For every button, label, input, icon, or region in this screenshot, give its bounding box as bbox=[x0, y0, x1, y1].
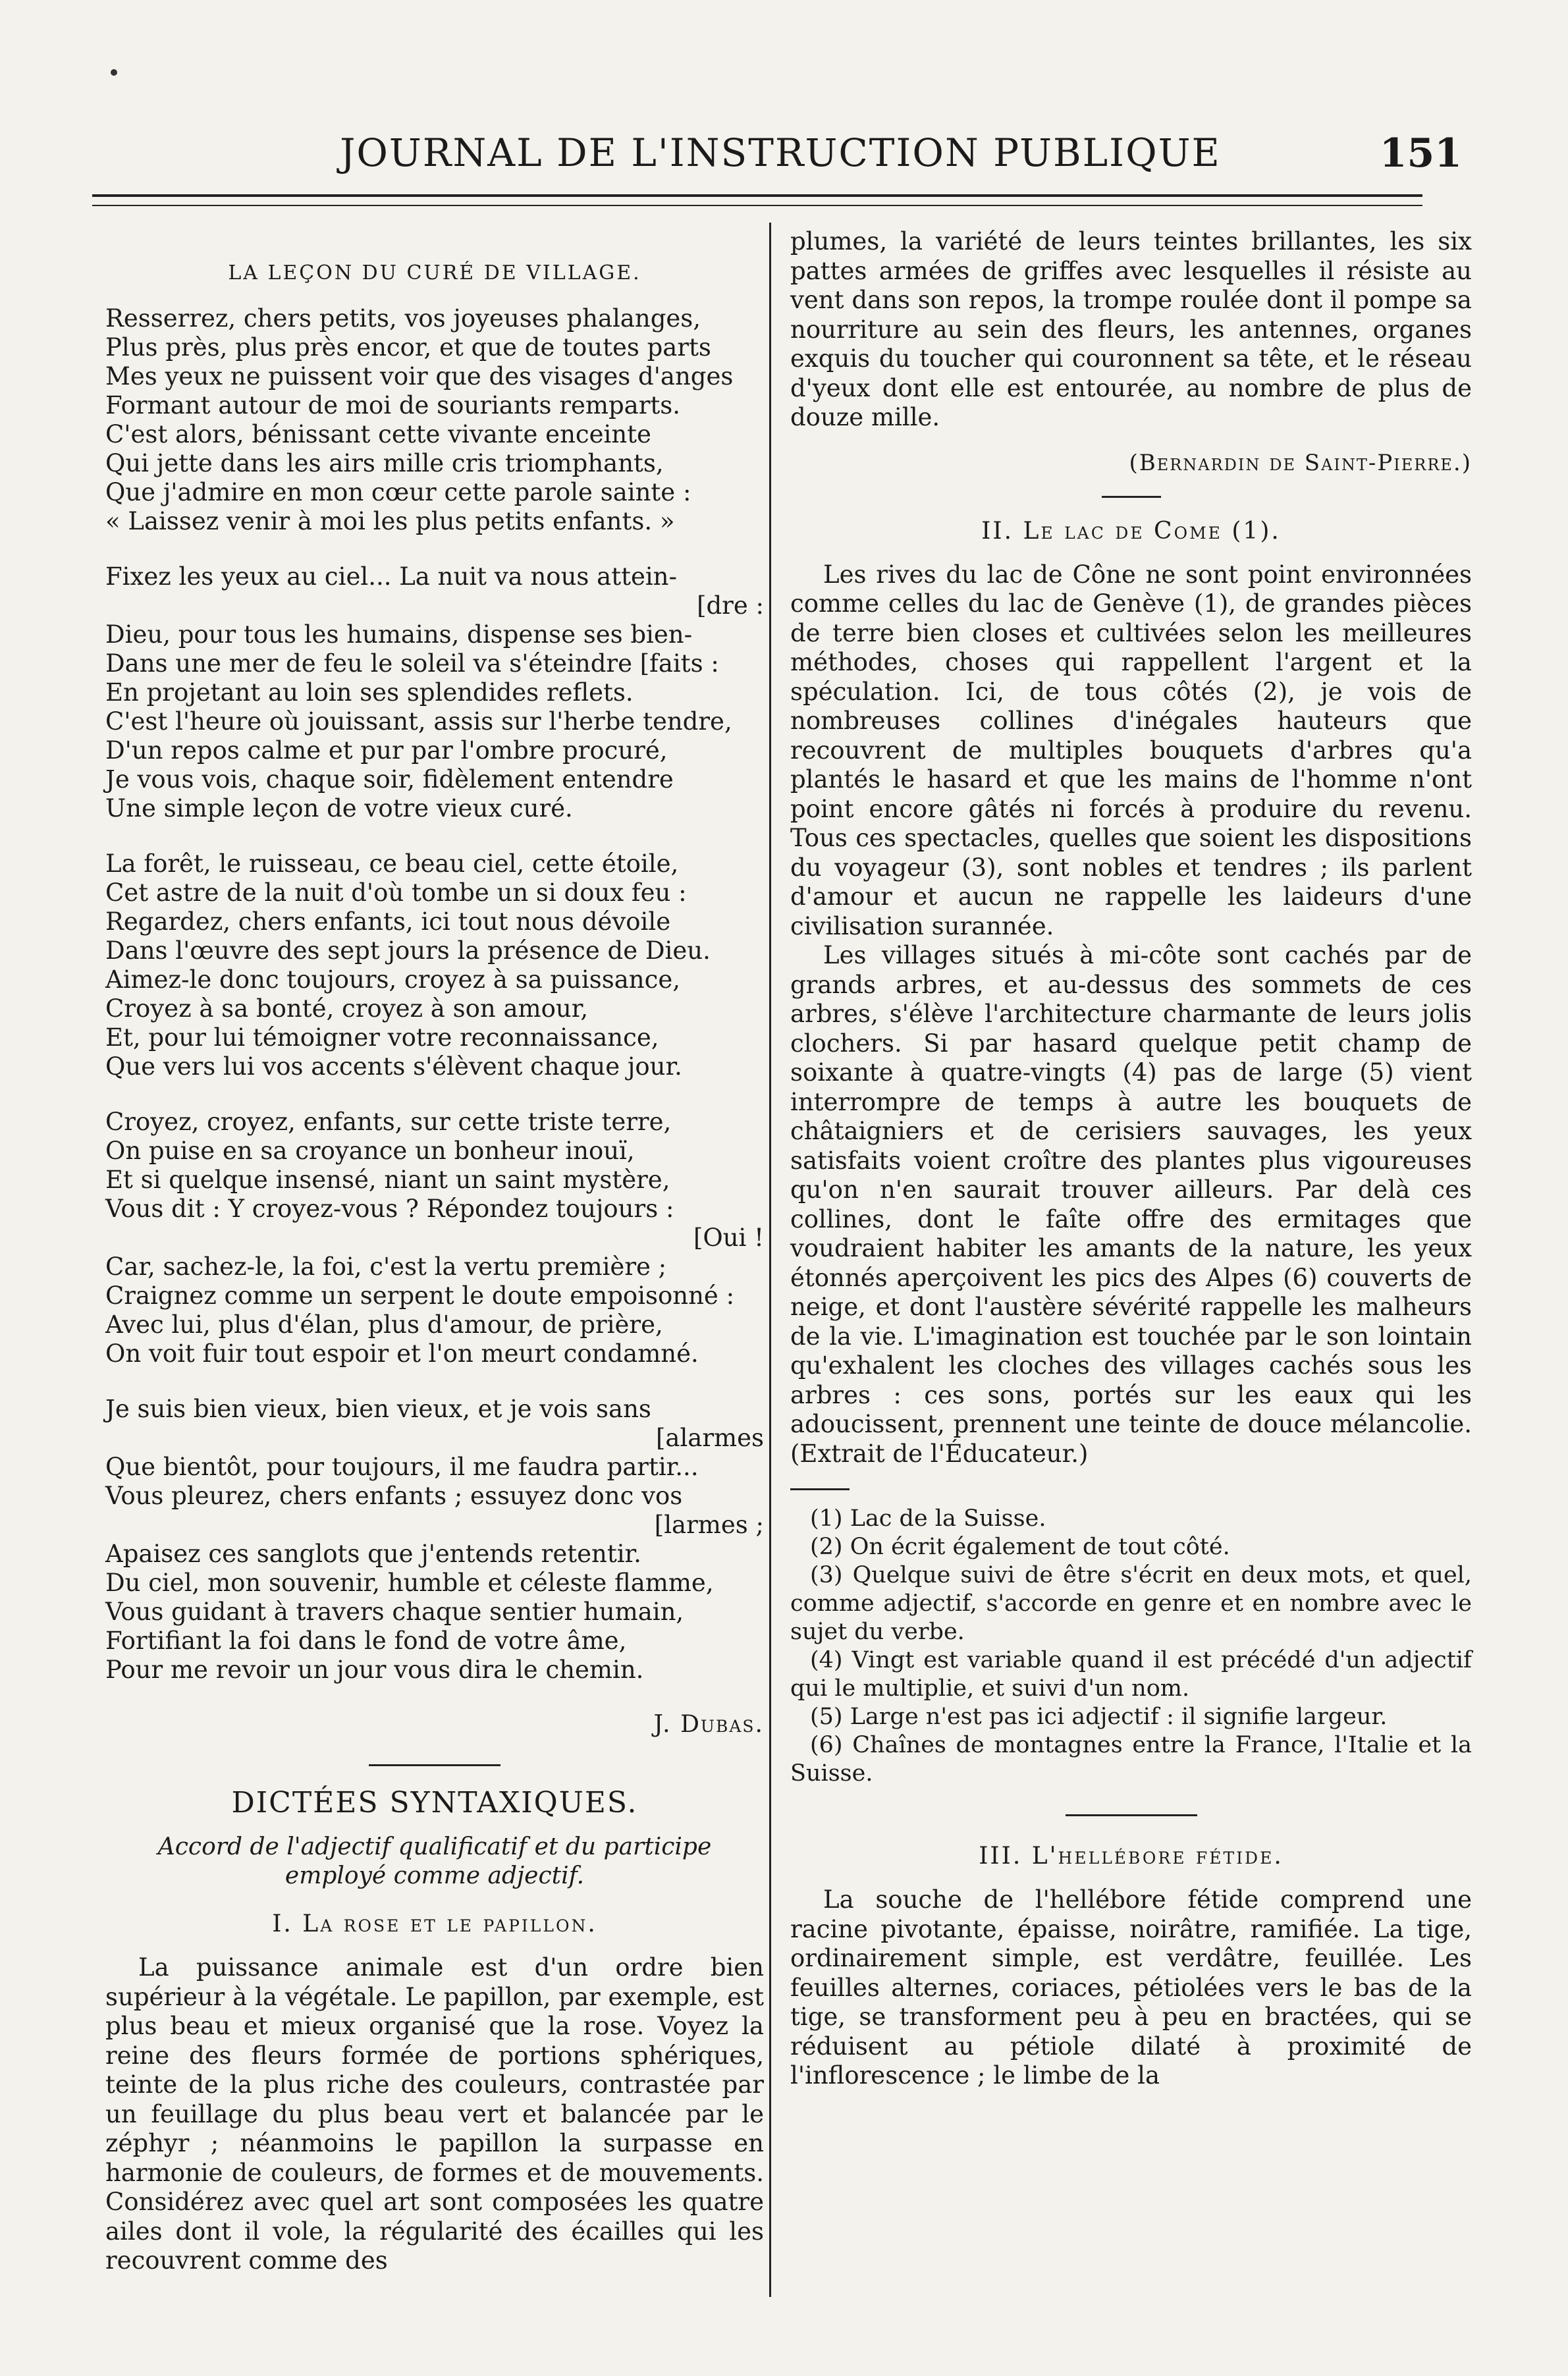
left-column bbox=[105, 227, 764, 2276]
poem-line: Apaisez ces sanglots que j'entends retentir. bbox=[105, 1540, 641, 1568]
poem-line: Car, sachez-le, la foi, c'est la vertu première ; bbox=[105, 1253, 667, 1281]
poem-line: C'est l'heure où jouissant, assis sur l'herbe tendre, bbox=[105, 707, 732, 736]
poem-line: Une simple leçon de votre vieux curé. bbox=[105, 794, 573, 823]
poem-line: Formant autour de moi de souriants remparts. bbox=[105, 391, 681, 419]
column-divider bbox=[769, 223, 771, 2297]
poem-stanza bbox=[105, 1108, 764, 1368]
poem-line: [alarmes bbox=[655, 1424, 764, 1452]
poem-line: Vous dit : Y croyez-vous ? Répondez toujours : bbox=[105, 1195, 674, 1223]
poem-line: Mes yeux ne puissent voir que des visages d'anges bbox=[105, 362, 734, 391]
poem-stanza bbox=[105, 562, 764, 823]
continued-text: plumes, la variété de leurs teintes brillantes, les six pattes armées de griffes avec lesquelles il résiste au vent dans son repos, la trompe roulée dont il pompe sa nourriture au sein des fleurs, les antennes, organes exquis du toucher qui couronnent sa tête, et le réseau d'yeux dont elle est entourée, au nombre de plus de douze mille. bbox=[790, 227, 1472, 431]
poem-line: C'est alors, bénissant cette vivante enceinte bbox=[105, 420, 651, 448]
poem-line: On voit fuir tout espoir et l'on meurt condamné. bbox=[105, 1339, 699, 1368]
footnote-item: (2) On écrit également de tout côté. bbox=[810, 1534, 1230, 1560]
section-separator bbox=[1066, 1814, 1197, 1816]
footnote-rule bbox=[790, 1488, 850, 1490]
part3-title: III. L'hellébore fétide. bbox=[979, 1843, 1284, 1870]
poem-line: Avec lui, plus d'élan, plus d'amour, de prière, bbox=[105, 1310, 663, 1339]
poem-line: Qui jette dans les airs mille cris triomphants, bbox=[105, 449, 664, 477]
part2-title: II. Le lac de Come (1). bbox=[981, 517, 1281, 545]
poem-line: Craignez comme un serpent le doute empoisonné : bbox=[105, 1282, 735, 1310]
part2-paragraph-1: Les rives du lac de Cône ne sont point environnées comme celles du lac de Genève (1), de grandes pièces de terre bien closes et cultivées selon les meilleures méthodes, choses qui rappellent l'argent et la spéculation. Ici, de tous côtés (2), je vois de nombreuses collines d'inégales hauteurs que recouvrent de multiples bouquets d'arbres qu'a plantés le hasard et que les mains de l'homme n'ont point encore gâtés ni forcés à produire du revenu. Tous ces spectacles, quelles que soient les dispositions du voyageur (3), sont nobles et tendres ; ils parlent d'amour et aucun ne rappelle les laideurs d'une civilisation surannée. bbox=[790, 560, 1472, 940]
section-separator bbox=[1102, 496, 1161, 498]
poem-line: Que j'admire en mon cœur cette parole sainte : bbox=[105, 478, 691, 506]
header-rule-thick bbox=[92, 194, 1422, 197]
part1-title: I. La rose et le papillon. bbox=[272, 1910, 597, 1937]
poem-line: Dans une mer de feu le soleil va s'éteindre [faits : bbox=[105, 649, 719, 678]
poem-line: Fixez les yeux au ciel... La nuit va nous attein- bbox=[105, 562, 678, 591]
part3-text: La souche de l'hellébore fétide comprend une racine pivotante, épaisse, noirâtre, ramifiée. La tige, ordinairement simple, est verdâtre, feuillée. Les feuilles alternes, coriaces, pétiolées vers le bas de la tige, se transforment peu à peu en bractées, qui se réduisent au pétiole dilaté à proximité de l'inflorescence ; le limbe de la bbox=[790, 1885, 1472, 2090]
poem-stanza bbox=[105, 1395, 764, 1685]
footnote-item: (1) Lac de la Suisse. bbox=[810, 1505, 1046, 1532]
right-column bbox=[790, 227, 1472, 2091]
dictees-subtitle bbox=[105, 1833, 764, 1891]
poem-line: Cet astre de la nuit d'où tombe un si doux feu : bbox=[105, 878, 687, 907]
attribution-bernardin: (Bernardin de Saint-Pierre.) bbox=[1129, 449, 1472, 476]
page-header bbox=[92, 119, 1469, 184]
page-number: 151 bbox=[1379, 130, 1462, 176]
footnotes bbox=[790, 1488, 1472, 1788]
poem-line: Croyez à sa bonté, croyez à son amour, bbox=[105, 994, 589, 1023]
dictees-subtitle-line2: employé comme adjectif. bbox=[284, 1862, 585, 1889]
footnote-item: (4) Vingt est variable quand il est précédé d'un adjectif qui le multiplie, et suivi d'un nom. bbox=[790, 1647, 1472, 1702]
poem-line: Dieu, pour tous les humains, dispense ses bien- bbox=[105, 620, 693, 649]
poem-line: [larmes ; bbox=[654, 1511, 764, 1539]
poem-stanza bbox=[105, 304, 764, 536]
part1-text: La puissance animale est d'un ordre bien supérieur à la végétale. Le papillon, par exemple, est plus beau et mieux organisé que la rose. Voyez la reine des fleurs formée de portions sphériques, teinte de la plus riche des couleurs, contrastée par un feuillage du plus beau vert et balancée par le zéphyr ; néanmoins le papillon la surpasse en harmonie de couleurs, de formes et de mouvements. Considérez avec quel art sont composées les quatre ailes dont il vole, la régularité des écailles qui les recouvrent comme des bbox=[105, 1953, 764, 2275]
poem-body bbox=[105, 304, 764, 1685]
part2-paragraph-2: Les villages situés à mi-côte sont cachés par de grands arbres, et au-dessus des sommets de ces arbres, s'élève l'architecture charmante de leurs jolis clochers. Si par hasard quelque petit champ de soixante à quatre-vingts (4) pas de large (5) vient interrompre de temps à autre les bouquets de châtaigniers et de cerisiers sauvages, les yeux satisfaits voient croître des plantes plus vigoureuses qu'on n'en saurait trouver ailleurs. Par delà ces collines, dont le faîte offre des ermitages que voudraient habiter les amants de la nature, les yeux étonnés aperçoivent les pics des Alpes (6) couverts de neige, et dont l'austère sévérité rappelle les malheurs de la vie. L'imagination est touchée par le son lointain qu'exhalent les cloches des villages cachés sous les arbres : ces sons, portés sur les eaux qui les adoucissent, prennent une teinte de douce mélancolie. (Extrait de l'Éducateur.) bbox=[790, 941, 1472, 1468]
poem-line: Fortifiant la foi dans le fond de votre âme, bbox=[105, 1627, 627, 1655]
poem-line: Dans l'œuvre des sept jours la présence de Dieu. bbox=[105, 936, 711, 965]
poem-line: On puise en sa croyance un bonheur inouï, bbox=[105, 1137, 635, 1165]
poem-line: Vous guidant à travers chaque sentier humain, bbox=[105, 1598, 684, 1626]
poem-line: Resserrez, chers petits, vos joyeuses phalanges, bbox=[105, 304, 701, 333]
poem-line: D'un repos calme et pur par l'ombre procuré, bbox=[105, 736, 668, 765]
dictees-title: DICTÉES SYNTAXIQUES. bbox=[231, 1786, 638, 1820]
poem-line: Et si quelque insensé, niant un saint mystère, bbox=[105, 1166, 670, 1194]
poem-line: Et, pour lui témoigner votre reconnaissance, bbox=[105, 1023, 659, 1052]
poem-line: Croyez, croyez, enfants, sur cette triste terre, bbox=[105, 1108, 672, 1136]
footnote-item: (3) Quelque suivi de être s'écrit en deux mots, et quel, comme adjectif, s'accorde en genre et en nombre avec le sujet du verbe. bbox=[790, 1562, 1472, 1645]
poem-line: Que bientôt, pour toujours, il me faudra partir... bbox=[105, 1453, 699, 1481]
poem-line: Aimez-le donc toujours, croyez à sa puissance, bbox=[105, 965, 681, 994]
poem-line: [dre : bbox=[697, 591, 764, 620]
dictees-subtitle-line1: Accord de l'adjectif qualificatif et du participe bbox=[157, 1833, 712, 1860]
poem-line: Regardez, chers enfants, ici tout nous dévoile bbox=[105, 907, 671, 936]
footnote-item: (6) Chaînes de montagnes entre la France, l'Italie et la Suisse. bbox=[790, 1732, 1472, 1787]
ink-dot bbox=[111, 69, 117, 76]
poem-line: Du ciel, mon souvenir, humble et céleste flamme, bbox=[105, 1569, 714, 1597]
poem-line: Pour me revoir un jour vous dira le chemin. bbox=[105, 1656, 644, 1684]
header-rule-thin bbox=[92, 205, 1422, 206]
poem-line: [Oui ! bbox=[693, 1224, 764, 1252]
poem-signature: J. Dubas. bbox=[653, 1711, 764, 1738]
poem-line: La forêt, le ruisseau, ce beau ciel, cette étoile, bbox=[105, 850, 679, 878]
journal-title: JOURNAL DE L'INSTRUCTION PUBLIQUE bbox=[340, 130, 1221, 175]
poem-stanza bbox=[105, 850, 764, 1081]
poem-line: En projetant au loin ses splendides reflets. bbox=[105, 678, 634, 707]
section-separator bbox=[369, 1764, 500, 1766]
footnote-item: (5) Large n'est pas ici adjectif : il signifie largeur. bbox=[810, 1704, 1388, 1730]
poem-line: « Laissez venir à moi les plus petits enfants. » bbox=[105, 507, 675, 535]
poem-line: Plus près, plus près encor, et que de toutes parts bbox=[105, 333, 711, 362]
poem-line: Que vers lui vos accents s'élèvent chaque jour. bbox=[105, 1052, 682, 1081]
poem-title: LA LEÇON DU CURÉ DE VILLAGE. bbox=[228, 261, 641, 284]
footnote-list bbox=[790, 1505, 1472, 1788]
poem-line: Je vous vois, chaque soir, fidèlement entendre bbox=[105, 765, 674, 794]
poem-line: Je suis bien vieux, bien vieux, et je vois sans bbox=[105, 1395, 651, 1423]
poem-line: Vous pleurez, chers enfants ; essuyez donc vos bbox=[105, 1482, 683, 1510]
